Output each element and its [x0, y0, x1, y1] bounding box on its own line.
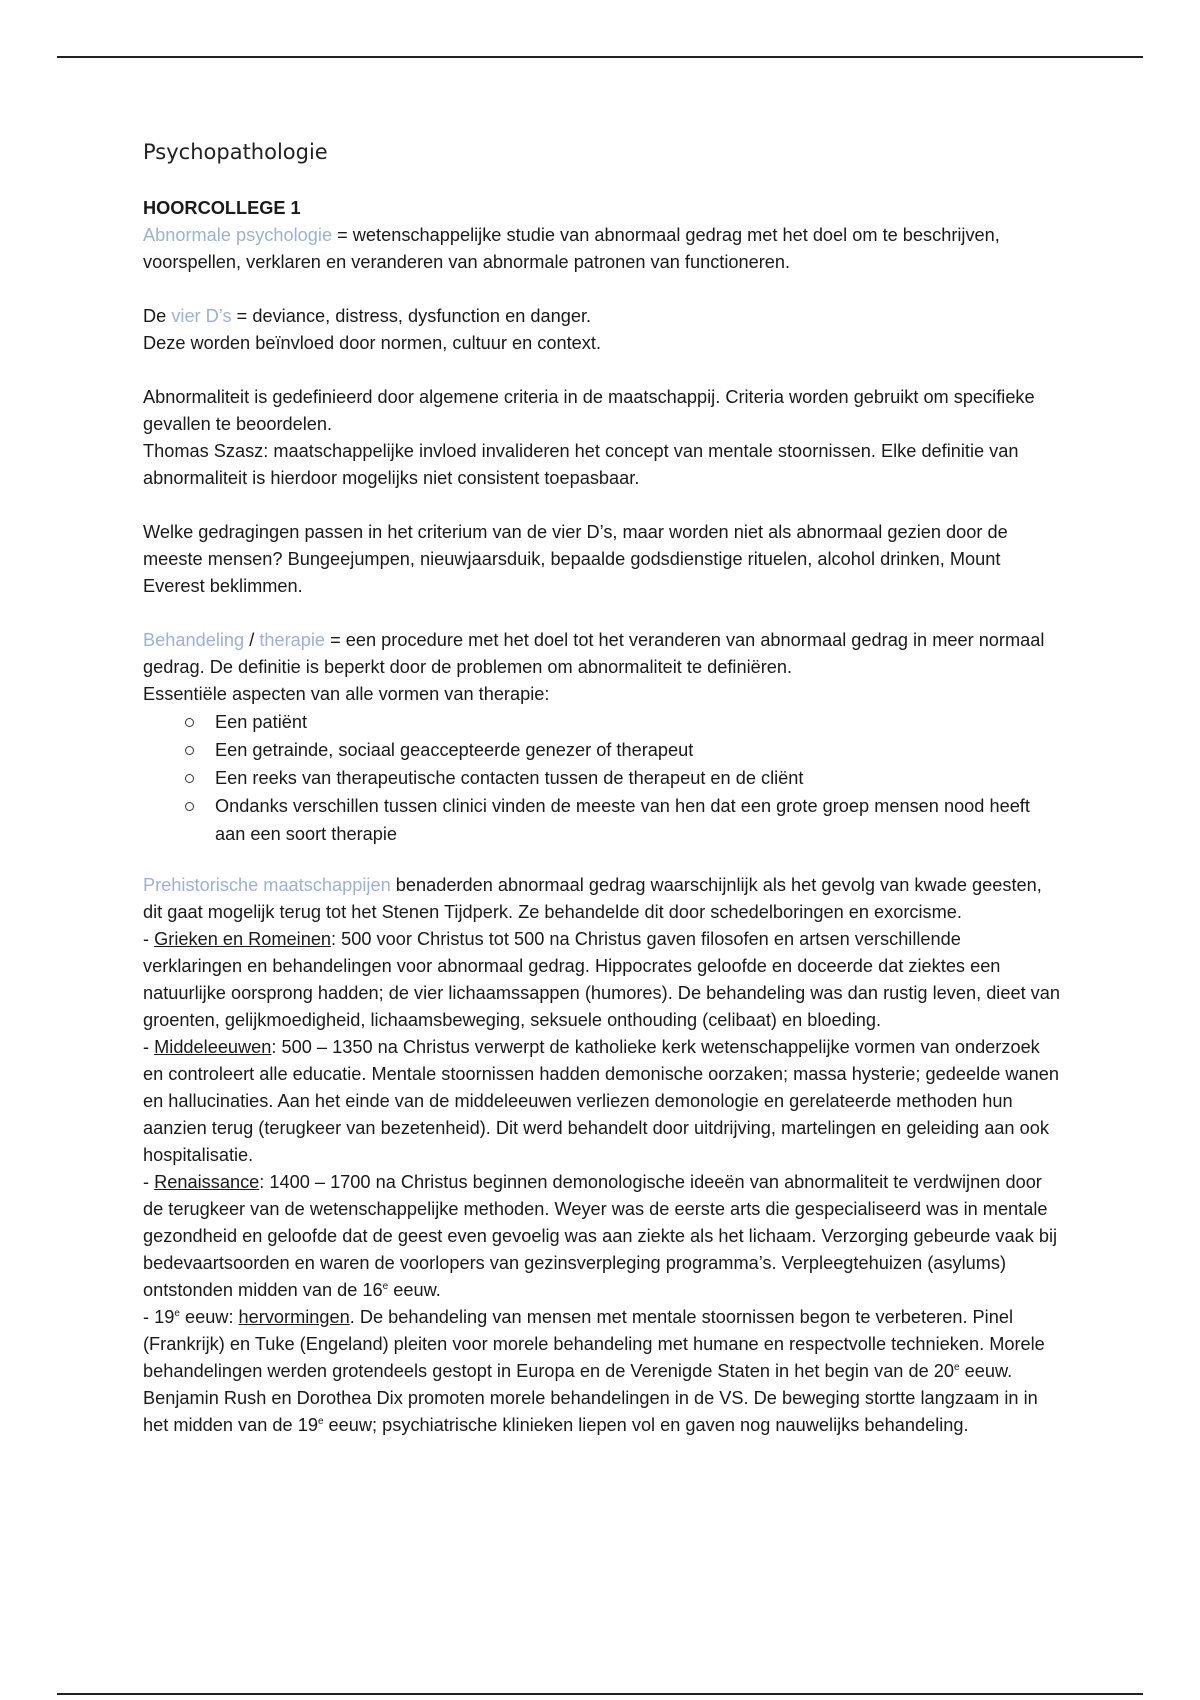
- era-label: Renaissance: [154, 1172, 260, 1192]
- paragraph-grieken: - Grieken en Romeinen: 500 voor Christus tot 500 na Christus gaven filosofen en artsen verschillende verklaringen en behandelingen voor abnormaal gedrag. Hippocrates geloofde en doceerde dat ziektes een natuurlijke oorsprong hadden; de vier lichaamssappen (humores). De behandeling was dan rustig leven, dieet van groenten, gelijkmoedigheid, lichaamsbeweging, seksuele onthouding (celibaat) en bloeding.: [143, 929, 1061, 1030]
- paragraph-19e-eeuw: - 19e eeuw: hervormingen. De behandeling van mensen met mentale stoornissen begon te verbeteren. Pinel (Frankrijk) en Tuke (Engeland) pleiten voor morele behandeling met humane en respectvolle technieken. Morele behandelingen werden grotendeels gestopt in Europa en de Verenigde Staten in het begin van de 20e eeuw. Benjamin Rush en Dorothea Dix promoten morele behandelingen in de VS. De beweging stortte langzaam in in het midden van de 19e eeuw; psychiatrische klinieken liepen vol en gaven nog nauwelijks behandeling.: [143, 1307, 1045, 1435]
- document-page: [143, 140, 1063, 1439]
- paragraph-gedragingen: Welke gedragingen passen in het criterium van de vier D’s, maar worden niet als abnormaal gezien door de meeste mensen? Bungeejumpen, nieuwjaarsduik, bepaalde godsdienstige rituelen, alcohol drinken, Mount Everest beklimmen.: [143, 522, 1008, 596]
- paragraph-vier-ds: De vier D’s = deviance, distress, dysfunction en danger.: [143, 306, 592, 326]
- section-heading: HOORCOLLEGE 1: [143, 198, 301, 218]
- footer-rule: [57, 1693, 1143, 1695]
- paragraph-prehistorisch: Prehistorische maatschappijen benaderden abnormaal gedrag waarschijnlijk als het gevolg van kwade geesten, dit gaat mogelijk terug tot het Stenen Tijdperk. Ze behandelde dit door schedelboringen en exorcisme.: [143, 875, 1042, 922]
- list-item: Een patiënt: [183, 708, 1063, 736]
- paragraph-essentiele-aspecten: Essentiële aspecten van alle vormen van therapie:: [143, 684, 550, 704]
- paragraph-abnormale-psychologie: Abnormale psychologie = wetenschappelijke studie van abnormaal gedrag met het doel om te beschrijven, voorspellen, verklaren en veranderen van abnormale patronen van functioneren.: [143, 225, 1000, 272]
- paragraph-vier-ds-line2: Deze worden beïnvloed door normen, cultuur en context.: [143, 333, 601, 353]
- document-title: Psychopathologie: [143, 140, 328, 164]
- paragraph-middeleeuwen: - Middeleeuwen: 500 – 1350 na Christus verwerpt de katholieke kerk wetenschappelijke vormen van onderzoek en controleert alle educatie. Mentale stoornissen hadden demonische oorzaken; massa hysterie; gedeelde wanen en hallucinaties. Aan het einde van de middeleeuwen verliezen demonologie en gerelateerde methoden hun aanzien terug (terugkeer van bezetenheid). Dit werd behandelt door uitdrijving, martelingen en geleiding aan ook hospitalisatie.: [143, 1037, 1060, 1165]
- therapy-aspects-list: [143, 708, 1063, 848]
- paragraph-behandeling: Behandeling / therapie = een procedure met het doel tot het veranderen van abnormaal gedrag in meer normaal gedrag. De definitie is beperkt door de problemen om abnormaliteit te definiëren.: [143, 630, 1045, 677]
- term-highlight: Behandeling: [143, 630, 245, 650]
- era-label: hervormingen: [238, 1307, 350, 1327]
- paragraph-szasz: Thomas Szasz: maatschappelijke invloed invalideren het concept van mentale stoornissen. Elke definitie van abnormaliteit is hierdoor mogelijks niet consistent toepasbaar.: [143, 441, 1019, 488]
- term-highlight: vier D’s: [171, 306, 232, 326]
- era-label: Middeleeuwen: [154, 1037, 272, 1057]
- era-label: Grieken en Romeinen: [154, 929, 332, 949]
- term-highlight: therapie: [259, 630, 326, 650]
- paragraph-abnormaliteit: Abnormaliteit is gedefinieerd door algemene criteria in de maatschappij. Criteria worden gebruikt om specifieke gevallen te beoordelen.: [143, 387, 1035, 434]
- term-highlight: Abnormale psychologie: [143, 225, 333, 245]
- term-highlight: Prehistorische maatschappijen: [143, 875, 391, 895]
- paragraph-renaissance: - Renaissance: 1400 – 1700 na Christus beginnen demonologische ideeën van abnormaliteit te verdwijnen door de terugkeer van de wetenschappelijke methoden. Weyer was de eerste arts die gespecialiseerd was in mentale gezondheid en geloofde dat de geest even gevoelig was aan ziekte als het lichaam. Verzorging gebeurde vaak bij bedevaartsoorden en waren de voorlopers van gezinsverpleging programma’s. Verpleegtehuizen (asylums) ontstonden midden van de 16e eeuw.: [143, 1172, 1058, 1300]
- header-rule: [57, 56, 1143, 58]
- list-item: Een getrainde, sociaal geaccepteerde genezer of therapeut: [183, 736, 1063, 764]
- list-item: Een reeks van therapeutische contacten tussen de therapeut en de cliënt: [183, 764, 1063, 792]
- list-item: Ondanks verschillen tussen clinici vinden de meeste van hen dat een grote groep mensen nood heeft aan een soort therapie: [183, 792, 1063, 848]
